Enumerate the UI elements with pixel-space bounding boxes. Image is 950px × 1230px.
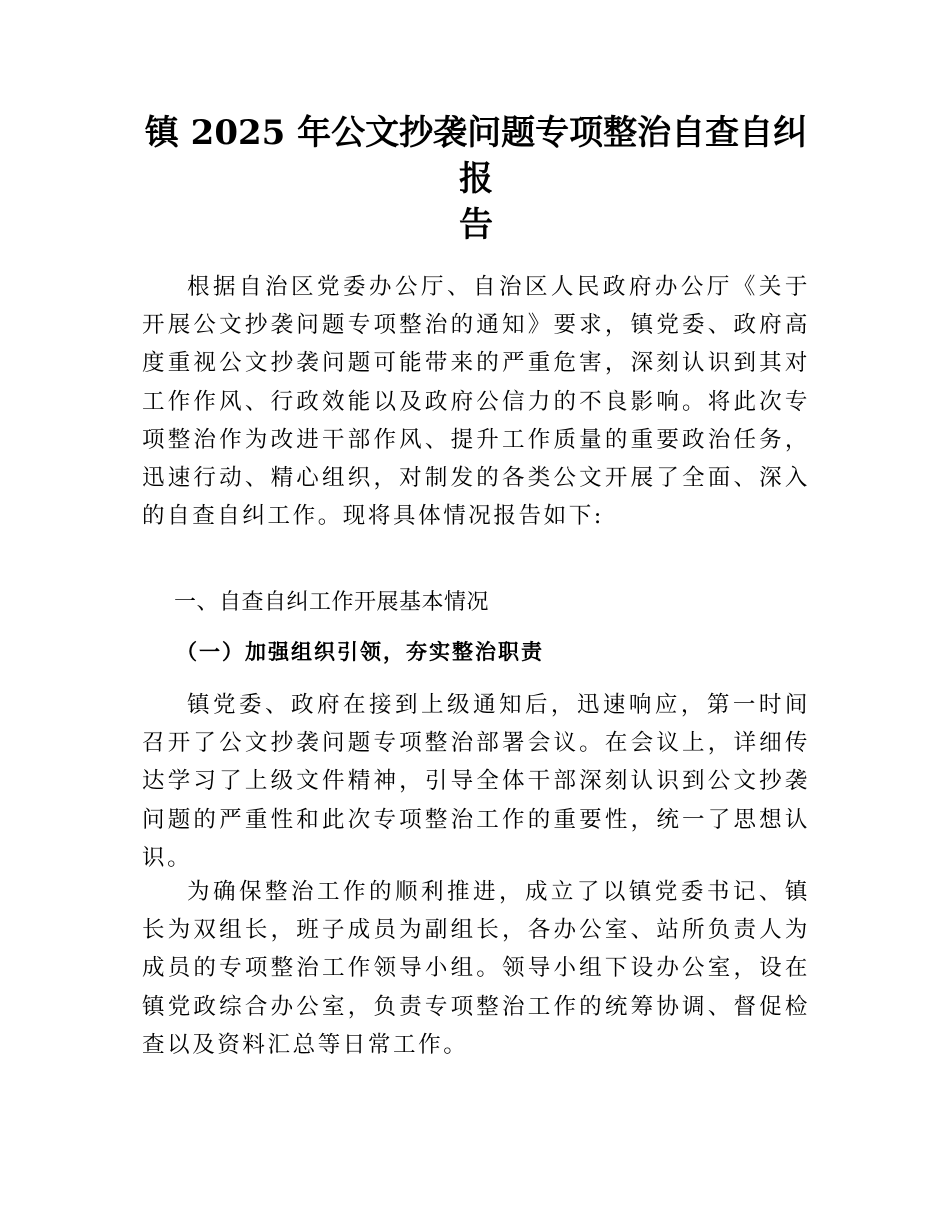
intro-paragraph: 根据自治区党委办公厅、自治区人民政府办公厅《关于开展公文抄袭问题专项整治的通知》要求，镇党委、政府高度重视公文抄袭问题可能带来的严重危害，深刻认识到其对工作作风、行政效能以及政府公信力的不良影响。将此次专项整治作为改进干部作风、提升工作质量的重要政治任务，迅速行动、精心组织，对制发的各类公文开展了全面、深入的自查自纠工作。现将具体情况报告如下:	[142, 274, 810, 530]
body-paragraph: 为确保整治工作的顺利推进，成立了以镇党委书记、镇长为双组长，班子成员为副组长，各办公室、站所负责人为成员的专项整治工作领导小组。领导小组下设办公室，设在镇党政综合办公室，负责专项整治工作的统筹协调、督促检查以及资料汇总等日常工作。	[142, 879, 810, 1058]
document-title-line-1: 镇 2025 年公文抄袭问题专项整治自查自纠报	[144, 113, 808, 199]
subsection-heading-1-1: （一）加强组织引领，夯实整治职责	[176, 639, 544, 664]
document-title-line-2: 告	[459, 205, 493, 245]
body-paragraph: 镇党委、政府在接到上级通知后，迅速响应，第一时间召开了公文抄袭问题专项整治部署会议。在会议上，详细传达学习了上级文件精神，引导全体干部深刻认识到公文抄袭问题的严重性和此次专项整治工作的重要性，统一了思想认识。	[142, 692, 810, 871]
subsection-body-2	[142, 873, 810, 1064]
section-heading-1: 一、自查自纠工作开展基本情况	[174, 590, 490, 615]
document-title	[140, 110, 812, 248]
subsection-body-1	[142, 686, 810, 877]
intro-section	[142, 268, 810, 535]
